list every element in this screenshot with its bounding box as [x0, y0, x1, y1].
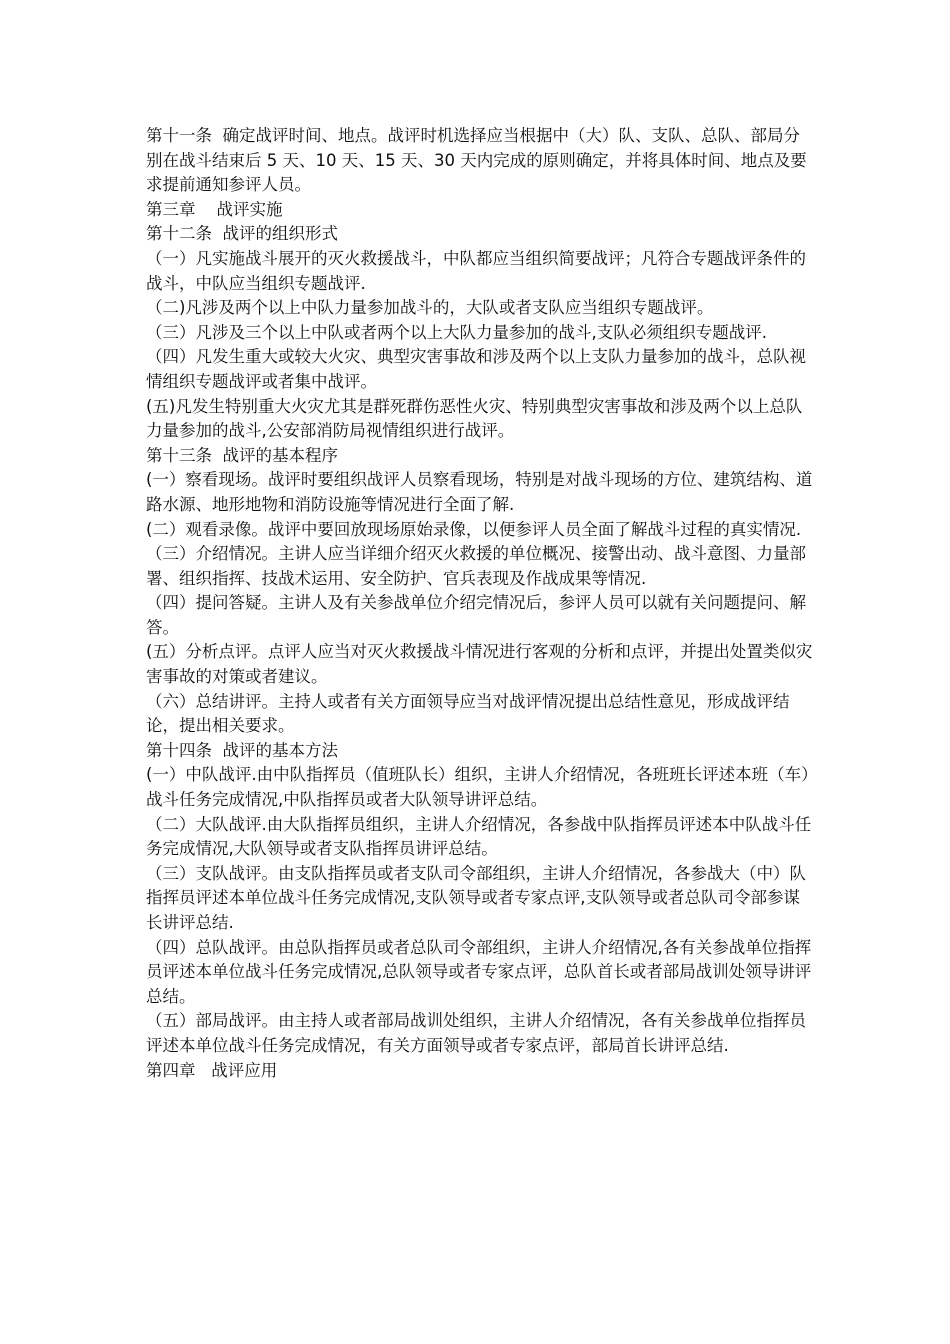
article-11-paragraph: 第十一条 确定战评时间、地点。战评时机选择应当根据中（大）队、支队、总队、部局分别在战斗结束后 5 天、10 天、15 天、30 天内完成的原则确定，并将具体时间、地点及要求提前通知参评人员。: [146, 126, 807, 195]
article-12-item-2: （二)凡涉及两个以上中队力量参加战斗的，大队或者支队应当组织专题战评。: [146, 298, 714, 318]
article-12-item-5: (五)凡发生特别重大火灾尤其是群死群伤恶性火灾、特别典型灾害事故和涉及两个以上总队力量参加的战斗,公安部消防局视情组织进行战评。: [146, 396, 803, 441]
document-body: [146, 124, 814, 1083]
article-12-item-1: （一）凡实施战斗展开的灭火救援战斗，中队都应当组织简要战评；凡符合专题战评条件的战斗，中队应当组织专题战评.: [146, 248, 806, 293]
article-14-item-4: （四）总队战评。由总队指挥员或者总队司令部组织，主讲人介绍情况,各有关参战单位指挥员评述本单位战斗任务完成情况,总队领导或者专家点评，总队首长或者部局战训处领导讲评总结。: [146, 937, 812, 1006]
article-13-heading: 第十三条 战评的基本程序: [146, 445, 338, 465]
article-13-item-6: （六）总结讲评。主持人或者有关方面领导应当对战评情况提出总结性意见，形成战评结论，提出相关要求。: [146, 691, 790, 736]
article-12-item-4: （四）凡发生重大或较大火灾、典型灾害事故和涉及两个以上支队力量参加的战斗，总队视情组织专题战评或者集中战评。: [146, 347, 806, 391]
article-12-item-3: （三）凡涉及三个以上中队或者两个以上大队力量参加的战斗,支队必须组织专题战评.: [146, 322, 767, 342]
article-14-item-2: （二）大队战评.由大队指挥员组织，主讲人介绍情况，各参战中队指挥员评述本中队战斗任务完成情况,大队领导或者支队指挥员讲评总结。: [146, 814, 812, 859]
article-13-item-2: (二）观看录像。战评中要回放现场原始录像，以便参评人员全面了解战斗过程的真实情况.: [146, 519, 802, 539]
article-12-heading: 第十二条 战评的组织形式: [146, 224, 338, 244]
article-14-heading: 第十四条 战评的基本方法: [146, 740, 338, 760]
article-13-item-3: （三）介绍情况。主讲人应当详细介绍灭火救援的单位概况、接警出动、战斗意图、力量部署、组织指挥、技战术运用、安全防护、官兵表现及作战成果等情况.: [146, 544, 806, 588]
article-13-item-4: （四）提问答疑。主讲人及有关参战单位介绍完情况后，参评人员可以就有关问题提问、解答。: [146, 593, 806, 637]
article-14-item-3: （三）支队战评。由支队指挥员或者支队司令部组织，主讲人介绍情况，各参战大（中）队指挥员评述本单位战斗任务完成情况,支队领导或者专家点评,支队领导或者总队司令部参谋长讲评总结.: [146, 863, 806, 932]
article-13-item-5: (五）分析点评。点评人应当对灭火救援战斗情况进行客观的分析和点评，并提出处置类似灾害事故的对策或者建议。: [146, 642, 813, 687]
article-14-item-1: (一）中队战评.由中队指挥员（值班队长）组织，主讲人介绍情况，各班班长评述本班（车）战斗任务完成情况,中队指挥员或者大队领导讲评总结。: [146, 765, 810, 810]
article-14-item-5: （五）部局战评。由主持人或者部局战训处组织，主讲人介绍情况，各有关参战单位指挥员评述本单位战斗任务完成情况，有关方面领导或者专家点评，部局首长讲评总结.: [146, 1011, 806, 1055]
article-13-item-1: (一）察看现场。战评时要组织战评人员察看现场，特别是对战斗现场的方位、建筑结构、道路水源、地形地物和消防设施等情况进行全面了解.: [146, 470, 813, 514]
chapter-3-heading: 第三章 战评实施: [146, 199, 283, 219]
chapter-4-heading: 第四章 战评应用: [146, 1060, 278, 1080]
